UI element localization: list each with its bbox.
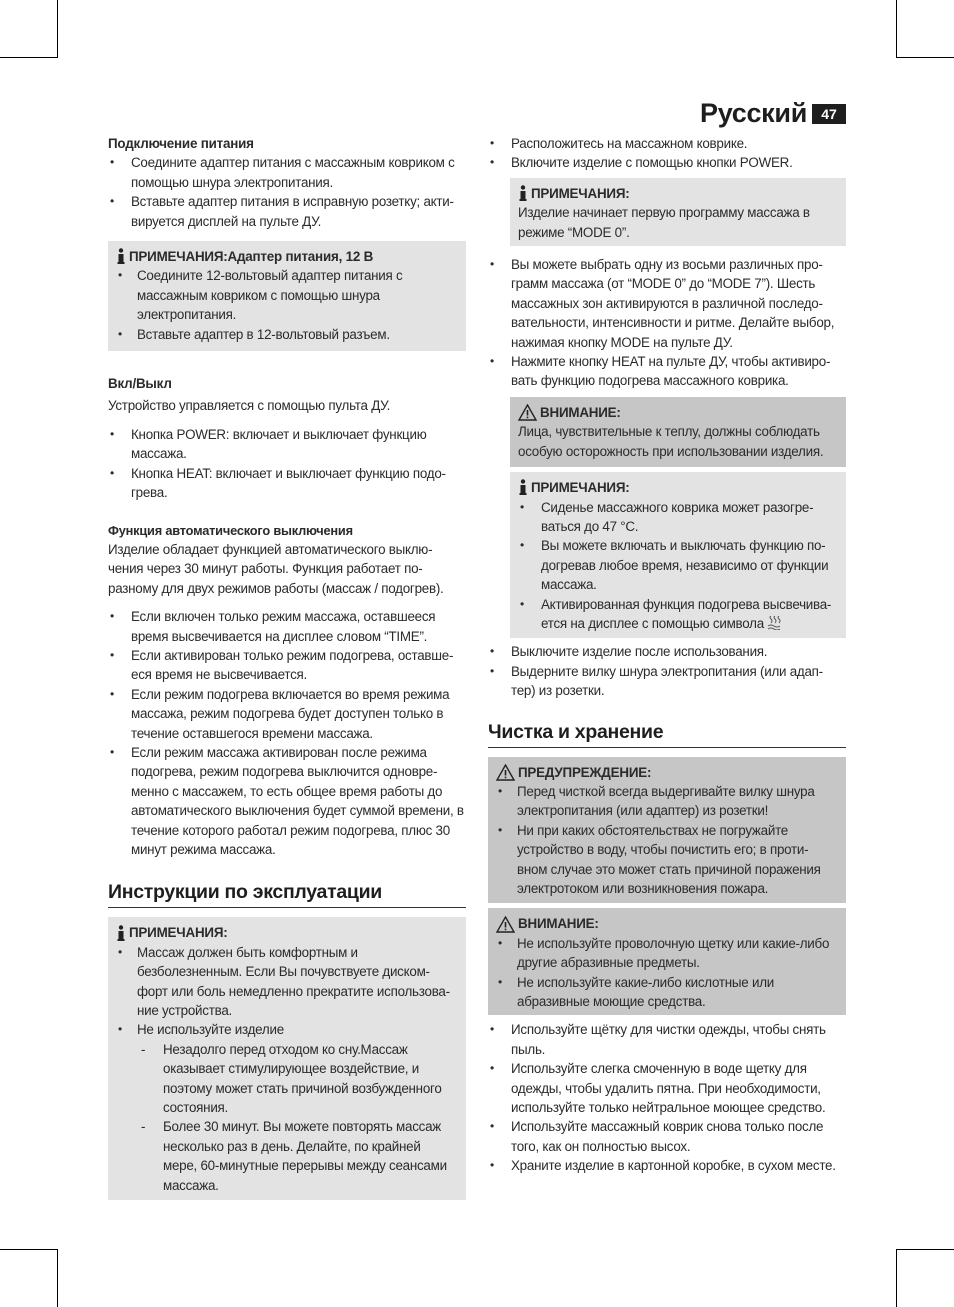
note-heading: ПРИМЕЧАНИЯ:	[518, 184, 838, 203]
autooff-text: Изделие обладает функцией автоматического выклю-чения через 30 минут работы. Функция работает по-разному для двух режимов работы (массаж / подогрев).	[108, 541, 444, 596]
list-item: - Более 30 минут. Вы можете повторять массаж несколько раз в день. Делайте, по крайней мере, 60-минутные перерывы между сеансами массажа.	[141, 1119, 447, 1193]
heat-note-list	[518, 498, 838, 634]
after-use-list	[488, 642, 846, 700]
crop-mark	[896, 1249, 954, 1250]
cleaning-caution-box	[488, 908, 846, 1015]
warning-list	[496, 782, 838, 898]
operation-note-box	[108, 917, 466, 1200]
list-item: • Используйте массажный коврик снова только после того, как он полностью высох.	[490, 1119, 824, 1154]
list-item: • Вставьте адаптер питания в исправную розетку; акти-вируется дисплей на пульте ДУ.	[110, 194, 454, 229]
crop-mark	[0, 1249, 58, 1250]
list-item: • Не используйте изделие - Незадолго перед отходом ко сну.Массаж оказывает стимулирующее воздействие, и поэтому может стать причиной возбужденного состояния. - Более 30 минут. Вы можете повторять массаж несколько раз в день. Делайте, по крайней мере, 60-минутные перерывы между сеансами массажа.	[116, 1020, 458, 1195]
list-item: • Вы можете выбрать одну из восьми различных про-грамм массажа (от “MODE 0” до “MODE 7”). Шесть массажных зон активируются в различной последо-вательности, интенсивности и ритме. Делайте выбор, нажимая кнопку MODE на пульте ДУ.	[490, 257, 835, 350]
caution-heading: ВНИМАНИЕ:	[518, 403, 838, 422]
list-item: • Выключите изделие после использования.	[490, 644, 768, 660]
caution-list	[496, 934, 838, 1012]
list-item: • Массаж должен быть комфортным и безболезненным. Если Вы почувствуете диском-форт или боль немедленно прекратите использова-ние устройства.	[118, 944, 450, 1019]
list-item: • Соедините 12-вольтовый адаптер питания с массажным ковриком с помощью шнура электропитания.	[118, 268, 403, 323]
list-item: • Если режим подогрева включается во время режима массажа, режим подогрева будет доступен только в течение оставшегося времени массажа.	[110, 686, 450, 741]
note-text: Изделие начинает первую программу массажа в режиме “MODE 0”.	[518, 205, 810, 240]
right-column	[488, 134, 846, 1176]
crop-mark	[57, 0, 58, 58]
list-item: • Если активирован только режим подогрева, оставше-еся время не высвечивается.	[110, 647, 454, 683]
caution-text: Лица, чувствительные к теплу, должны соблюдать особую осторожность при использовании изделия.	[518, 424, 824, 459]
info-icon	[116, 248, 126, 265]
heat-note-box	[510, 472, 846, 638]
crop-mark	[0, 57, 58, 58]
program-list	[488, 255, 846, 391]
cleaning-section-title: Чистка и хранение	[488, 719, 846, 748]
autooff-heading: Функция автоматического выключения	[108, 522, 353, 538]
caution-heading: ВНИМАНИЕ:	[496, 914, 838, 933]
list-item: - Незадолго перед отходом ко сну.Массаж оказывает стимулирующее воздействие, и поэтому может стать причиной возбужденного состояния.	[141, 1041, 442, 1116]
note-heading: ПРИМЕЧАНИЯ:	[116, 923, 458, 942]
list-item: • Вставьте адаптер в 12-вольтовый разъем.	[118, 326, 390, 342]
operation-section-title: Инструкции по эксплуатации	[108, 879, 466, 908]
note-heading: ПРИМЕЧАНИЯ:Адаптер питания, 12 В	[116, 247, 458, 266]
power-list	[108, 153, 466, 231]
list-item: • Соедините адаптер питания с массажным ковриком с помощью шнура электропитания.	[110, 155, 455, 190]
power-note-box	[108, 241, 466, 351]
list-item: • Если режим массажа активирован после режима подогрева, режим подогрева выключится одновре-менно с массажем, то есть общее время работы до автоматического выключения будет суммой времени, в течение которого работал режим подогрева, плюс 30 минут режима массажа.	[110, 744, 464, 857]
list-item: • Выдерните вилку шнура электропитания (или адап-тер) из розетки.	[490, 663, 823, 699]
crop-mark	[896, 1249, 897, 1307]
onoff-heading: Вкл/Выкл	[108, 376, 172, 392]
crop-mark	[896, 57, 954, 58]
list-item: • Перед чисткой всегда выдергивайте вилку шнура электропитания (или адаптер) из розетки!	[498, 783, 815, 819]
page-number: 47	[812, 104, 846, 124]
list-item: • Расположитесь на массажном коврике.	[490, 136, 748, 151]
list-item: • Используйте щётку для чистки одежды, чтобы снять пыль.	[490, 1022, 826, 1057]
heat-symbol-icon	[767, 616, 783, 630]
list-item: • Используйте слегка смоченную в воде щетку для одежды, чтобы удалить пятна. При необходимости, используйте только нейтральное моющее средство.	[490, 1061, 826, 1116]
cleaning-list	[488, 1020, 846, 1175]
start-list	[488, 134, 846, 173]
operation-note-list	[116, 943, 458, 1195]
power-note-list	[116, 266, 458, 344]
list-item: • Не используйте какие-либо кислотные или абразивные моющие средства.	[498, 974, 774, 1010]
info-icon	[116, 925, 126, 942]
left-column	[108, 134, 466, 1200]
info-icon	[518, 479, 528, 496]
list-item: • Сиденье массажного коврика может разогре-ваться до 47 °С.	[520, 499, 814, 534]
autooff-list	[108, 607, 466, 859]
list-item: • Кнопка POWER: включает и выключает функцию массажа.	[110, 426, 427, 462]
info-icon	[518, 185, 528, 202]
onoff-text: Устройство управляется с помощью пульта ДУ.	[108, 398, 391, 414]
crop-mark	[57, 1249, 58, 1307]
list-item: • Активированная функция подогрева высвечива-ется на дисплее с помощью символа	[520, 596, 832, 631]
warning-icon	[496, 916, 515, 933]
power-heading: Подключение питания	[108, 136, 254, 151]
list-item: • Вы можете включать и выключать функцию по-догревав любое время, независимо от функции массажа.	[520, 538, 829, 593]
note-heading: ПРИМЕЧАНИЯ:	[518, 478, 838, 497]
list-item: • Ни при каких обстоятельствах не погружайте устройство в воду, чтобы почистить его; в проти-вном случае это может стать причиной поражения электротоком или возникновения пожара.	[498, 822, 821, 896]
mode-note-box	[510, 178, 846, 246]
warning-heading: ПРЕДУПРЕЖДЕНИЕ:	[496, 763, 838, 782]
list-item: • Не используйте проволочную щетку или какие-либо другие абразивные предметы.	[498, 935, 830, 971]
crop-mark	[896, 0, 897, 58]
onoff-list	[108, 425, 466, 503]
list-item: • Если включен только режим массажа, оставшееся время высвечивается на дисплее словом “TIME”.	[110, 609, 436, 644]
heat-caution-box	[510, 397, 846, 467]
dash-list	[137, 1040, 458, 1195]
list-item: • Храните изделие в картонной коробке, в сухом месте.	[490, 1158, 836, 1174]
list-item: • Нажмите кнопку HEAT на пульте ДУ, чтобы активиро-вать функцию подогрева массажного коврика.	[490, 354, 831, 389]
cleaning-warning-box	[488, 757, 846, 904]
warning-icon	[518, 404, 537, 421]
warning-icon	[496, 764, 515, 781]
page-language-title: Русский	[700, 98, 807, 128]
list-item: • Кнопка HEAT: включает и выключает функцию подо-грева.	[110, 465, 446, 501]
list-item: • Включите изделие с помощью кнопки POWER.	[490, 155, 793, 171]
